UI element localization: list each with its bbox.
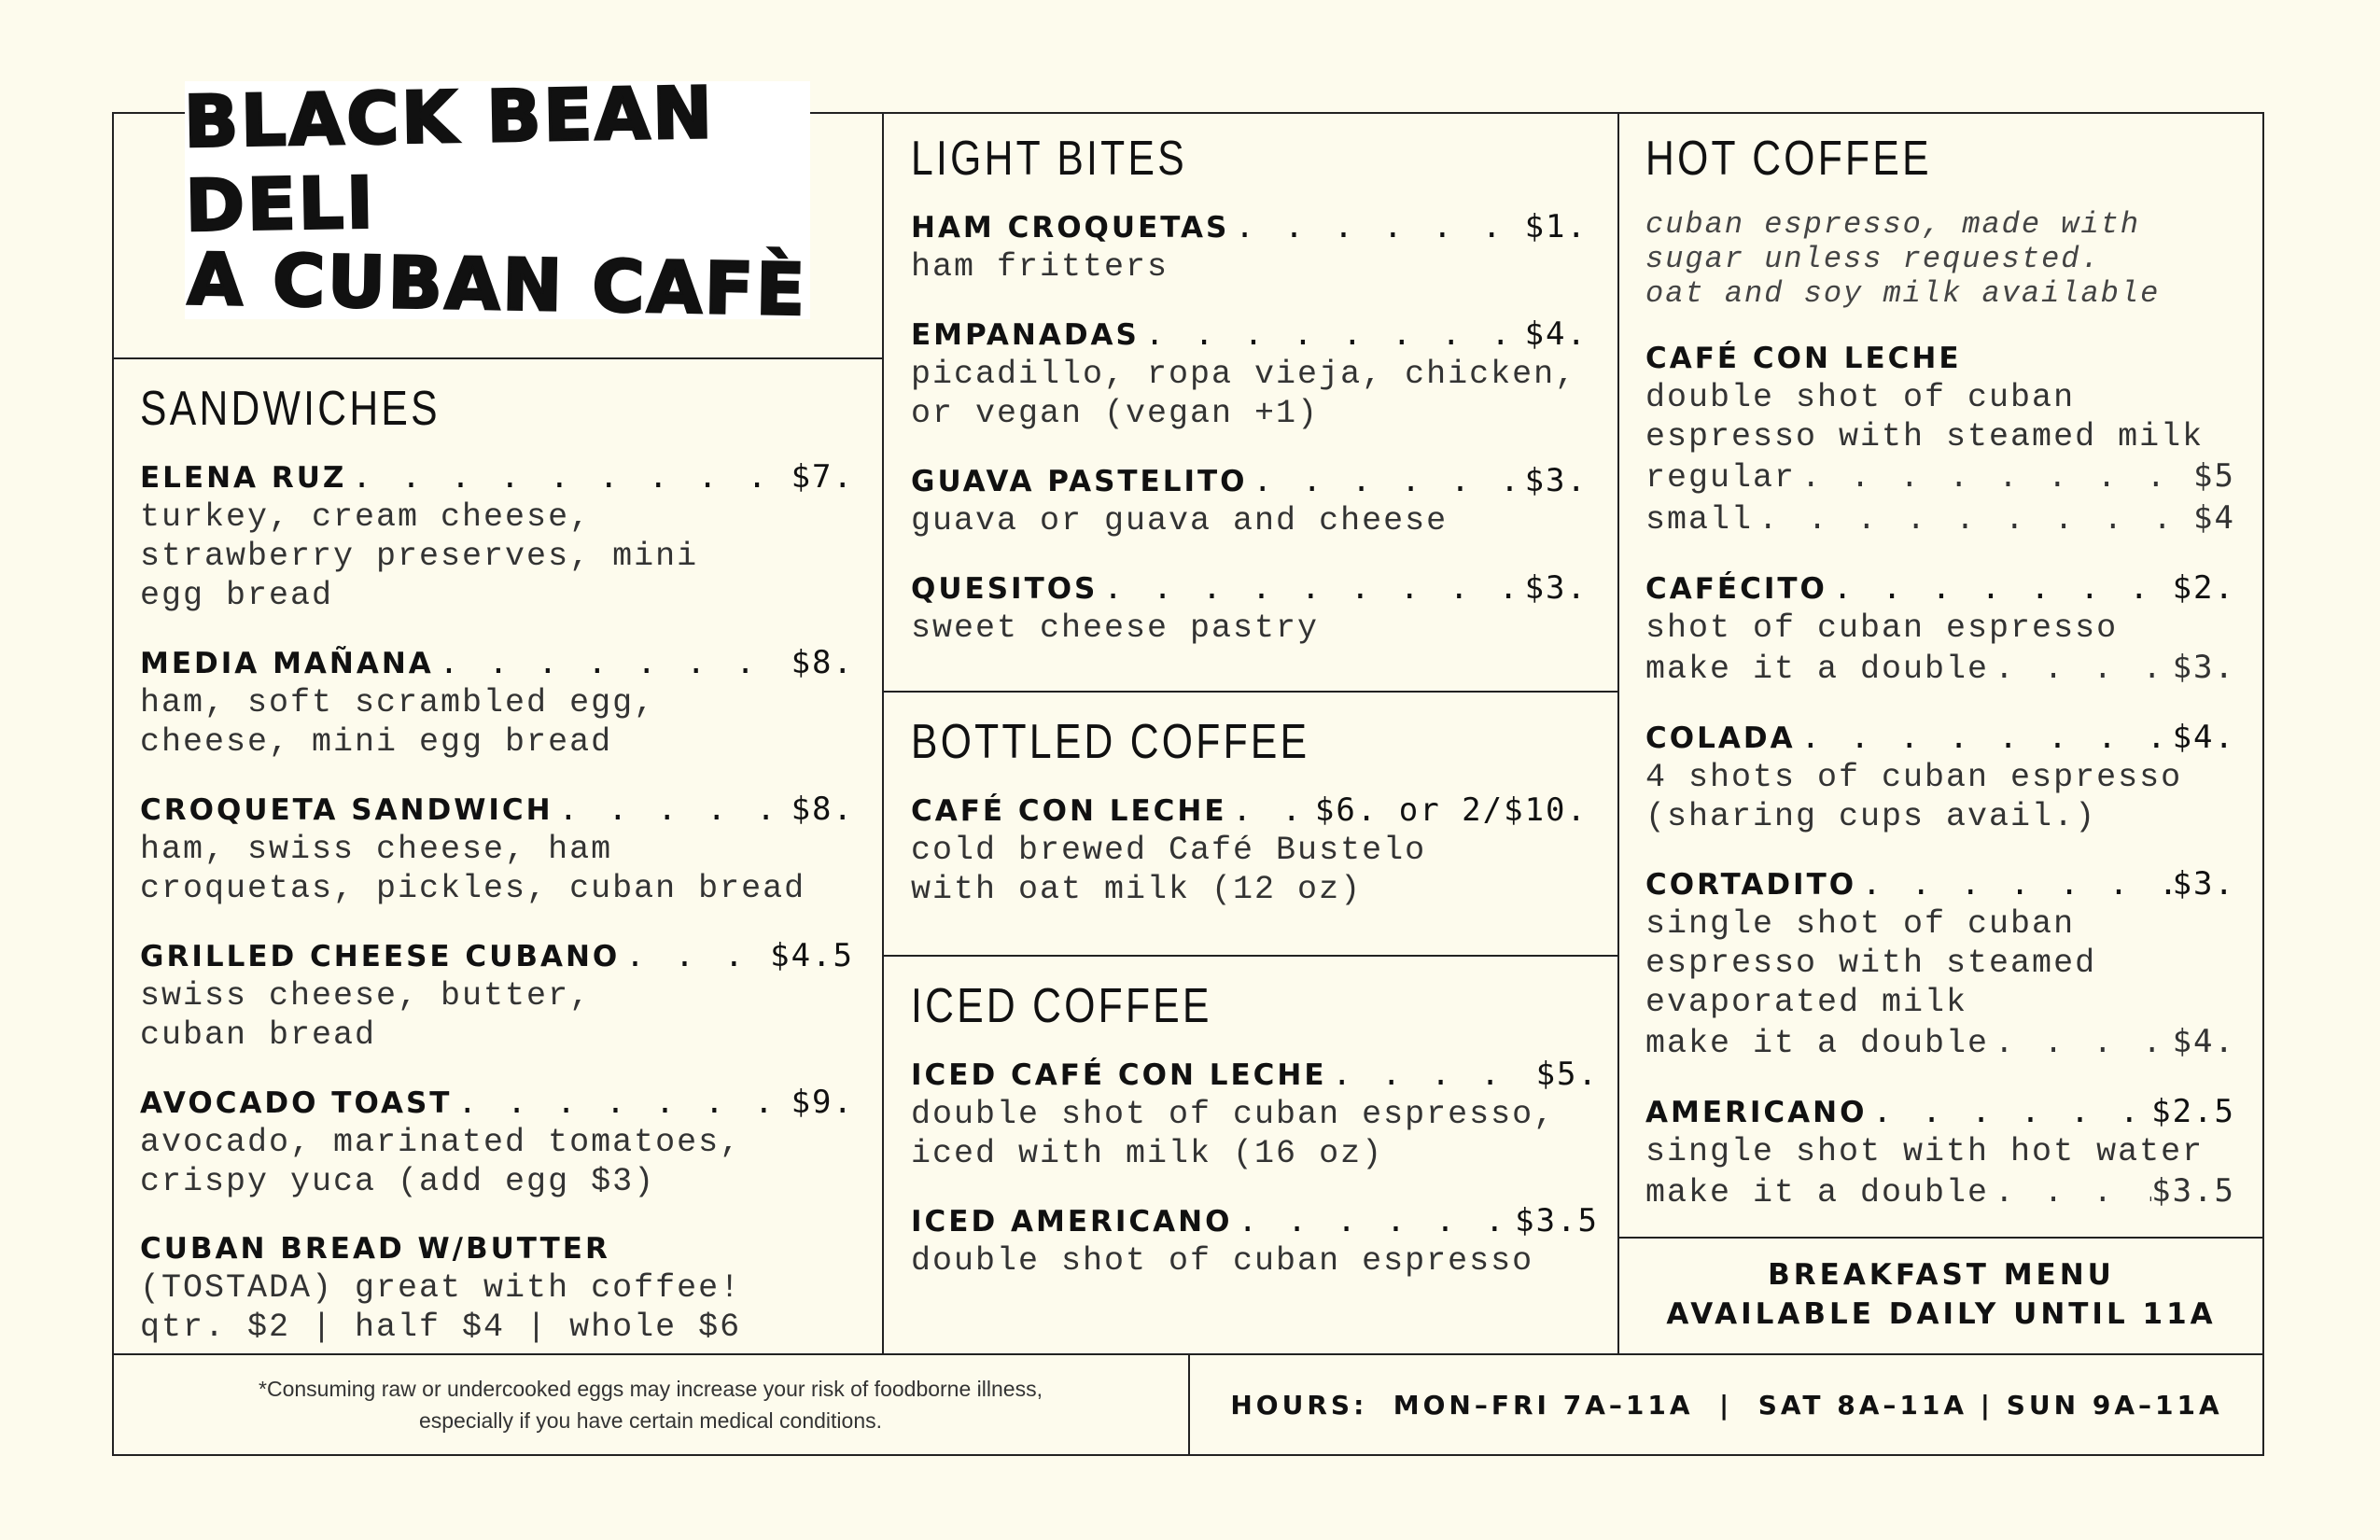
note-line: cuban espresso, made with	[1645, 207, 2141, 242]
dot-leader	[434, 643, 791, 682]
menu-item	[140, 1083, 854, 1201]
menu-item-price: $8.	[791, 644, 854, 681]
menu-item	[1645, 568, 2235, 690]
food-safety-disclaimer	[114, 1355, 1187, 1454]
menu-item-description: single shot of cuban	[1645, 905, 2076, 943]
dot-leader	[620, 936, 770, 975]
sandwiches-section	[140, 381, 854, 1375]
menu-item-name: HAM CROQUETAS	[911, 211, 1230, 245]
menu-item-name: EMPANADAS	[911, 318, 1140, 352]
menu-item	[140, 643, 854, 762]
menu-item-price: $9.	[791, 1084, 854, 1121]
menu-item-description: ham, soft scrambled egg,	[140, 684, 656, 721]
menu-item-row	[911, 207, 1588, 247]
menu-item-description: cold brewed Café Bustelo	[911, 832, 1427, 869]
menu-item-description: double shot of cuban	[1645, 379, 2076, 416]
menu-item-price: $4.	[2172, 719, 2235, 756]
menu-item-description: evaporated milk	[1645, 984, 1968, 1021]
dot-leader	[1227, 791, 1315, 830]
logo-line-2: A CUBAN CAFÈ	[187, 236, 808, 331]
menu-item	[911, 461, 1588, 540]
menu-item-description: shot of cuban espresso	[1645, 609, 2119, 647]
menu-item-description: ham, swiss cheese, ham	[140, 831, 613, 868]
section-title: LIGHT BITES	[911, 132, 1187, 186]
menu-item-name: CAFÉ CON LECHE	[1645, 342, 1962, 375]
divider-bottled	[883, 955, 1618, 957]
dot-leader	[1327, 1055, 1536, 1094]
menu-item-row	[1645, 718, 2235, 758]
disclaimer-line-2: especially if you have certain medical conditions.	[418, 1408, 883, 1433]
menu-item	[140, 790, 854, 908]
menu-item-row	[911, 568, 1588, 609]
divider-col1	[882, 112, 884, 1355]
menu-item-description: guava or guava and cheese	[911, 502, 1449, 539]
bottled-coffee-section	[911, 714, 1588, 937]
menu-item-name: COLADA	[1645, 721, 1796, 755]
menu-item-row	[911, 1201, 1599, 1241]
option-price: $3.5	[2151, 1172, 2235, 1210]
menu-item-price: $2.5	[2151, 1093, 2235, 1130]
menu-item	[911, 791, 1588, 909]
breakfast-line-1: BREAKFAST MENU	[1768, 1258, 2115, 1292]
menu-item-name: CAFÉCITO	[1645, 572, 1827, 606]
dot-leader	[1827, 568, 2173, 608]
menu-item-description: 4 shots of cuban espresso	[1645, 759, 2183, 796]
section-title: BOTTLED COFFEE	[911, 715, 1310, 769]
menu-item-description: cheese, mini egg bread	[140, 723, 613, 761]
dot-leader	[1229, 207, 1524, 246]
hot-coffee-section	[1645, 131, 2235, 1241]
menu-item-name: CORTADITO	[1645, 868, 1857, 902]
dot-leader	[1989, 1174, 2151, 1213]
menu-item	[911, 207, 1588, 287]
menu-item	[1645, 1092, 2235, 1213]
dot-leader	[452, 1083, 791, 1122]
light-bites-section	[911, 131, 1588, 676]
option-label: make it a double	[1645, 651, 1990, 688]
menu-item-row	[911, 791, 1588, 831]
menu-item-description: with oat milk (12 oz)	[911, 871, 1363, 908]
menu-item-name: ELENA RUZ	[140, 461, 347, 495]
menu-item-price: $5.	[1535, 1056, 1599, 1093]
menu-item-name: CUBAN BREAD W/BUTTER	[140, 1232, 610, 1266]
section-note	[1645, 207, 2235, 311]
menu-item-description: single shot with hot water	[1645, 1133, 2205, 1170]
logo-line-1: BLACK BEAN DELI	[183, 70, 716, 247]
menu-item-description: espresso with steamed	[1645, 945, 2097, 982]
menu-item-description: croquetas, pickles, cuban bread	[140, 870, 806, 907]
menu-item-option	[1645, 456, 2235, 498]
section-title: HOT COFFEE	[1645, 132, 1932, 186]
menu-item-price: $1.	[1524, 208, 1588, 245]
menu-item-price: $3.5	[1515, 1202, 1599, 1239]
dot-leader	[553, 790, 791, 829]
hours-text: HOURS: MON–FRI 7A–11A | SAT 8A–11A | SUN 9A–11A	[1230, 1389, 2223, 1421]
menu-item-row	[1645, 864, 2235, 904]
menu-item-row	[911, 315, 1588, 355]
menu-item-description: picadillo, ropa vieja, chicken,	[911, 356, 1577, 393]
cafe-logo	[183, 70, 810, 331]
menu-item-description: iced with milk (16 oz)	[911, 1135, 1384, 1172]
note-line: sugar unless requested.	[1645, 242, 2101, 276]
iced-coffee-section	[911, 978, 1599, 1309]
menu-item-price: $7.	[791, 458, 854, 496]
menu-item-name: GRILLED CHEESE CUBANO	[140, 940, 621, 973]
menu-item-name: AMERICANO	[1645, 1096, 1868, 1129]
menu-item-name: QUESITOS	[911, 572, 1099, 606]
menu-item	[140, 1229, 854, 1347]
menu-item	[911, 568, 1588, 648]
menu-item	[140, 936, 854, 1055]
menu-item-row	[140, 643, 854, 683]
menu-item-price: $4.	[1524, 315, 1588, 353]
divider-logo	[112, 357, 883, 359]
dot-leader	[1232, 1201, 1515, 1240]
menu-item	[911, 1055, 1599, 1173]
menu-item-description: (sharing cups avail.)	[1645, 798, 2097, 835]
menu-item-description: double shot of cuban espresso,	[911, 1096, 1556, 1133]
note-line: oat and soy milk available	[1645, 276, 2161, 311]
menu-item	[911, 1201, 1599, 1281]
menu-item	[140, 457, 854, 615]
menu-item	[1645, 864, 2235, 1064]
menu-item-row	[140, 1229, 854, 1268]
menu-item-price: $8.	[791, 791, 854, 828]
menu-item-row	[140, 457, 854, 497]
menu-item-price: $2.	[2172, 569, 2235, 607]
menu-item-price: $6. or 2/$10.	[1314, 791, 1588, 829]
section-title: ICED COFFEE	[911, 979, 1212, 1033]
breakfast-line-2: AVAILABLE DAILY UNTIL 11A	[1666, 1297, 2217, 1331]
option-price: $4.	[2172, 1023, 2235, 1060]
dot-leader	[346, 457, 791, 497]
menu-item-description: sweet cheese pastry	[911, 609, 1320, 647]
menu-item-name: CAFÉ CON LECHE	[911, 794, 1227, 828]
menu-item-description: (TOSTADA) great with coffee!	[140, 1269, 742, 1307]
menu-item	[1645, 339, 2235, 540]
menu-item-name: ICED AMERICANO	[911, 1205, 1233, 1239]
menu-item-name: AVOCADO TOAST	[140, 1086, 453, 1120]
dot-leader	[1248, 461, 1525, 500]
breakfast-notice	[1619, 1239, 2263, 1351]
menu-item-description: or vegan (vegan +1)	[911, 395, 1320, 432]
menu-item-row	[1645, 568, 2235, 609]
menu-item-price: $3.	[1524, 569, 1588, 607]
menu-item	[1645, 718, 2235, 836]
disclaimer-line-1: *Consuming raw or undercooked eggs may increase your risk of foodborne illness,	[259, 1377, 1043, 1401]
option-label: regular	[1645, 459, 1797, 497]
menu-item-option	[1645, 498, 2235, 540]
menu-item-description: turkey, cream cheese,	[140, 498, 592, 536]
option-price: $5	[2193, 457, 2235, 495]
menu-item-option	[1645, 648, 2235, 690]
menu-item-price: $3.	[1524, 462, 1588, 499]
menu-item-price: $3.	[2172, 865, 2235, 903]
menu-item-description: avocado, marinated tomatoes,	[140, 1124, 742, 1161]
divider-col2	[1617, 112, 1619, 1355]
menu-item-description: swiss cheese, butter,	[140, 977, 592, 1015]
dot-leader	[1753, 501, 2193, 540]
menu-item-row	[911, 1055, 1599, 1095]
dot-leader	[1856, 864, 2173, 903]
menu-item-option	[1645, 1171, 2235, 1213]
dot-leader	[1098, 568, 1524, 608]
option-label: make it a double	[1645, 1025, 1990, 1062]
menu-item-name: CROQUETA SANDWICH	[140, 793, 553, 827]
menu-item-name: MEDIA MAÑANA	[140, 647, 434, 680]
menu-item-description: strawberry preserves, mini	[140, 538, 699, 575]
dot-leader	[1867, 1092, 2151, 1131]
menu-item-description: cuban bread	[140, 1016, 377, 1054]
menu-item-price: $4.5	[770, 937, 854, 974]
menu-item-row	[1645, 339, 2235, 378]
menu-item	[911, 315, 1588, 433]
menu-item-row	[1645, 1092, 2235, 1132]
hours-info	[1190, 1355, 2263, 1454]
dot-leader	[1989, 651, 2173, 690]
menu-item-row	[911, 461, 1588, 501]
menu-item-description: espresso with steamed milk	[1645, 418, 2205, 455]
divider-light-bites	[883, 691, 1618, 693]
menu-item-description: egg bread	[140, 577, 334, 614]
menu-item-option	[1645, 1022, 2235, 1064]
menu-item-row	[140, 936, 854, 976]
menu-item-description: crispy yuca (add egg $3)	[140, 1163, 656, 1200]
option-price: $4	[2193, 499, 2235, 537]
section-title: SANDWICHES	[140, 382, 441, 436]
option-label: make it a double	[1645, 1174, 1990, 1211]
menu-item-row	[140, 790, 854, 830]
menu-item-description: ham fritters	[911, 248, 1169, 286]
dot-leader	[1140, 315, 1525, 354]
menu-item-name: GUAVA PASTELITO	[911, 465, 1248, 498]
option-label: small	[1645, 501, 1754, 539]
dot-leader	[1796, 459, 2193, 498]
dot-leader	[1796, 718, 2173, 757]
dot-leader	[1989, 1025, 2173, 1064]
menu-item-row	[140, 1083, 854, 1123]
menu-item-name: ICED CAFÉ CON LECHE	[911, 1058, 1327, 1092]
menu-item-description: qtr. $2 | half $4 | whole $6	[140, 1309, 742, 1346]
option-price: $3.	[2172, 649, 2235, 686]
menu-item-description: double shot of cuban espresso	[911, 1242, 1534, 1280]
